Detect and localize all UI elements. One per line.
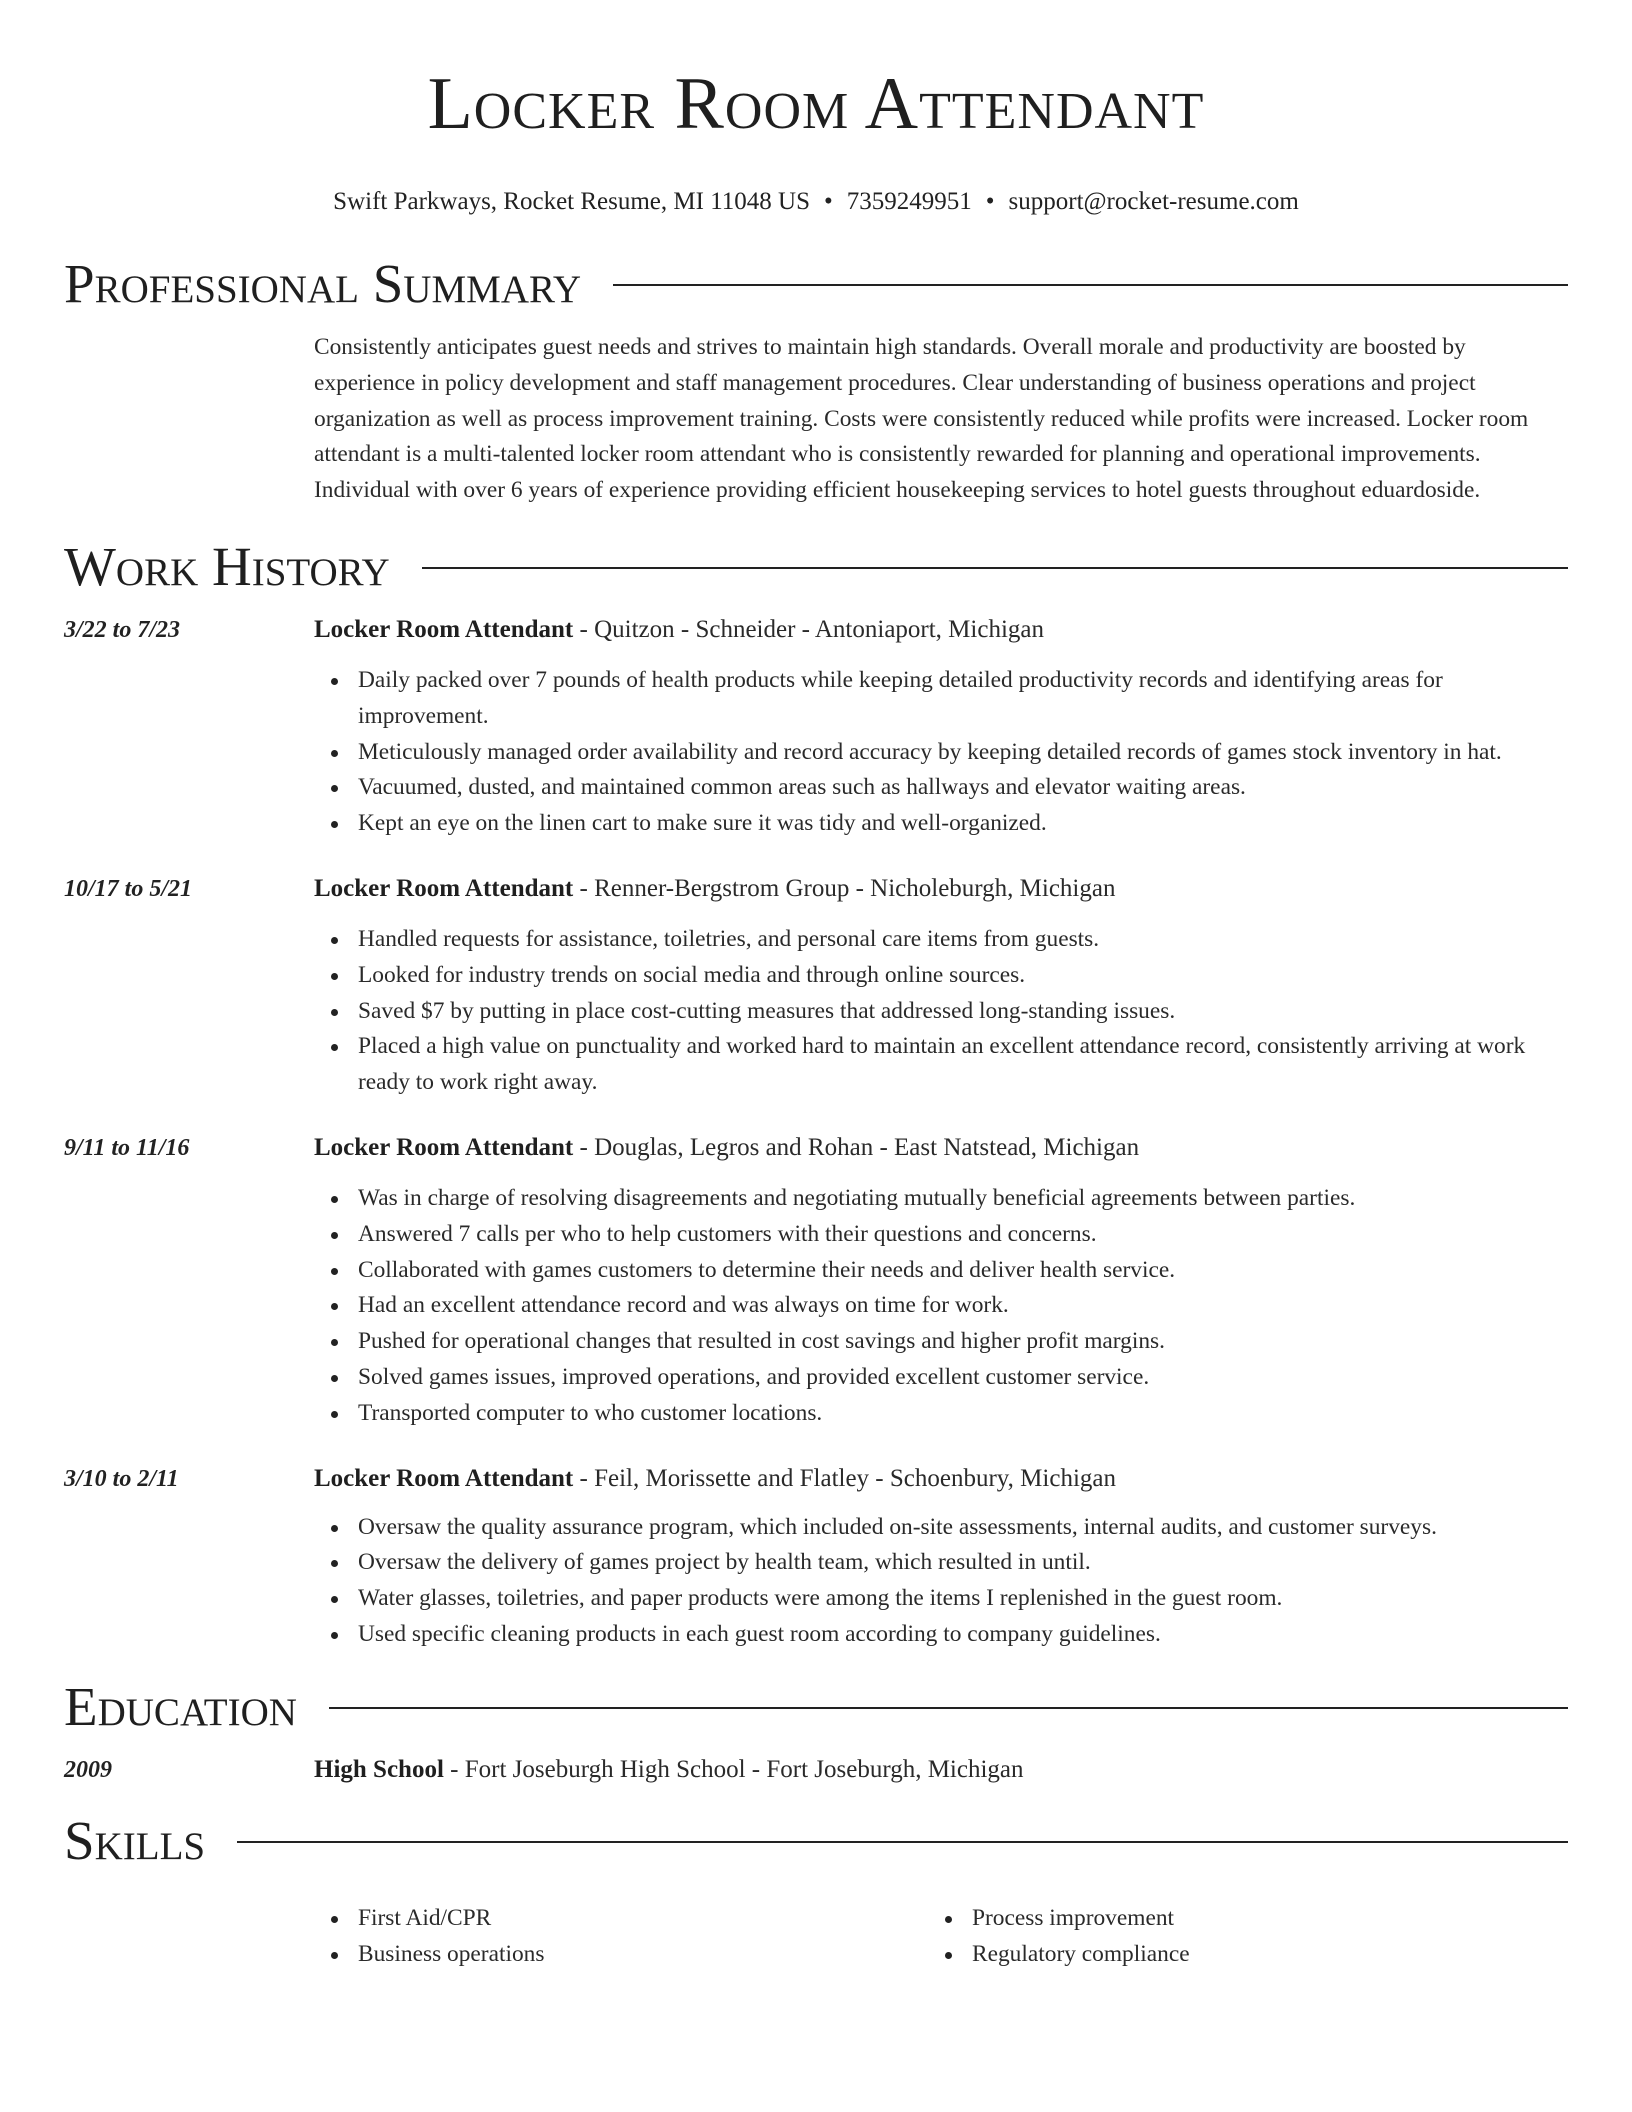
section-divider xyxy=(422,567,1568,569)
education-degree: High School xyxy=(314,1755,444,1783)
job-bullet: Had an excellent attendance record and was always on time for work. xyxy=(314,1288,1568,1324)
job-bullet: Placed a high value on punctuality and worked hard to maintain an excellent attendance record, consistently arriving at work ready to work right away. xyxy=(314,1029,1568,1101)
work-section-header xyxy=(64,535,1568,599)
job-bullet: Vacuumed, dusted, and maintained common areas such as hallways and elevator waiting areas. xyxy=(314,770,1568,806)
job-entry xyxy=(64,872,1568,1101)
education-line xyxy=(314,1753,1024,1787)
job-bullet: Oversaw the quality assurance program, which included on-site assessments, internal audits, and customer surveys. xyxy=(314,1510,1568,1546)
job-bullet: Water glasses, toiletries, and paper products were among the items I replenished in the guest room. xyxy=(314,1581,1568,1617)
job-entry xyxy=(64,1131,1568,1432)
job-bullet: Daily packed over 7 pounds of health products while keeping detailed productivity records and identifying areas for improvement. xyxy=(314,663,1568,735)
skills-section-header xyxy=(64,1809,1568,1873)
job-bullet: Handled requests for assistance, toiletries, and personal care items from guests. xyxy=(314,922,1568,958)
job-role: Locker Room Attendant xyxy=(314,874,574,902)
job-bullet: Saved $7 by putting in place cost-cutting measures that addressed long-standing issues. xyxy=(314,994,1568,1030)
education-school: - Fort Joseburgh High School - Fort Joseburgh, Michigan xyxy=(443,1755,1024,1783)
job-entry xyxy=(64,1462,1568,1653)
skills-column-right xyxy=(928,1901,1542,1973)
education-year: 2009 xyxy=(64,1756,112,1783)
job-dates: 3/22 to 7/23 xyxy=(64,616,181,643)
contact-line xyxy=(64,186,1568,218)
job-bullet: Meticulously managed order availability and record accuracy by keeping detailed records of games stock inventory in hat. xyxy=(314,735,1568,771)
job-bullets xyxy=(314,1510,1568,1653)
job-bullet: Solved games issues, improved operations, and provided excellent customer service. xyxy=(314,1360,1568,1396)
job-role-line xyxy=(314,1131,1139,1165)
summary-section-title: Professional Summary xyxy=(64,253,582,314)
job-bullets xyxy=(314,1181,1568,1432)
job-dates: 9/11 to 11/16 xyxy=(64,1134,190,1161)
job-bullet: Transported computer to who customer locations. xyxy=(314,1396,1568,1432)
job-bullet: Pushed for operational changes that resulted in cost savings and higher profit margins. xyxy=(314,1324,1568,1360)
job-bullets xyxy=(314,922,1568,1101)
job-company: - Douglas, Legros and Rohan - East Natstead, Michigan xyxy=(573,1133,1140,1161)
contact-email: support@rocket-resume.com xyxy=(1008,188,1299,215)
contact-address: Swift Parkways, Rocket Resume, MI 11048 US xyxy=(333,188,810,215)
skill-item: Process improvement xyxy=(928,1901,1542,1937)
job-company: - Renner-Bergstrom Group - Nicholeburgh, Michigan xyxy=(573,874,1116,902)
section-divider xyxy=(613,284,1568,286)
skills-section-title: Skills xyxy=(64,1809,206,1871)
work-section-title: Work History xyxy=(64,535,390,597)
job-role: Locker Room Attendant xyxy=(314,615,574,643)
skills-column-left xyxy=(314,1901,928,1973)
skill-item: First Aid/CPR xyxy=(314,1901,928,1937)
education-section-title: Education xyxy=(64,1675,297,1737)
job-bullet: Collaborated with games customers to determine their needs and deliver health service. xyxy=(314,1253,1568,1289)
skills-list xyxy=(314,1901,1568,1973)
job-role: Locker Room Attendant xyxy=(314,1464,574,1492)
section-divider xyxy=(237,1841,1568,1843)
job-header xyxy=(64,613,1568,647)
job-company: - Quitzon - Schneider - Antoniaport, Michigan xyxy=(573,615,1044,643)
job-bullet: Oversaw the delivery of games project by health team, which resulted in until. xyxy=(314,1545,1568,1581)
job-role: Locker Room Attendant xyxy=(314,1133,574,1161)
job-header xyxy=(64,1462,1568,1496)
job-bullet: Kept an eye on the linen cart to make sure it was tidy and well-organized. xyxy=(314,806,1568,842)
contact-separator: • xyxy=(824,188,833,215)
summary-section-header xyxy=(64,252,1568,316)
skill-item: Business operations xyxy=(314,1937,928,1973)
job-role-line xyxy=(314,613,1044,647)
job-bullet: Used specific cleaning products in each guest room according to company guidelines. xyxy=(314,1617,1568,1653)
contact-phone: 7359249951 xyxy=(846,188,972,215)
job-header xyxy=(64,1131,1568,1165)
job-entry xyxy=(64,613,1568,842)
contact-separator: • xyxy=(985,188,995,215)
education-entry xyxy=(64,1753,1568,1787)
job-dates: 3/10 to 2/11 xyxy=(64,1465,179,1492)
job-role-line xyxy=(314,872,1115,906)
summary-text: Consistently anticipates guest needs and strives to maintain high standards. Overall morale and productivity are boosted by experience in policy development and staff management procedures. Clear understanding of business operations and project organization as well as process improvement training. Costs were consistently reduced while profits were increased. Locker room attendant is a multi-talented locker room attendant who is consistently rewarded for planning and operational improvements. Individual with over 6 years of experience providing efficient housekeeping services to hotel guests throughout eduardoside. xyxy=(314,334,1529,504)
section-divider xyxy=(329,1707,1568,1709)
job-bullet: Was in charge of resolving disagreements and negotiating mutually beneficial agreements between parties. xyxy=(314,1181,1568,1217)
resume-name: Locker Room Attendant xyxy=(427,63,1205,145)
education-section-header xyxy=(64,1675,1568,1739)
job-company: - Feil, Morissette and Flatley - Schoenbury, Michigan xyxy=(573,1464,1116,1492)
job-bullet: Looked for industry trends on social media and through online sources. xyxy=(314,958,1568,994)
skill-item: Regulatory compliance xyxy=(928,1937,1542,1973)
job-bullet: Answered 7 calls per who to help customers with their questions and concerns. xyxy=(314,1217,1568,1253)
job-header xyxy=(64,872,1568,906)
job-dates: 10/17 to 5/21 xyxy=(64,875,193,902)
job-bullets xyxy=(314,663,1568,842)
job-role-line xyxy=(314,1462,1116,1496)
